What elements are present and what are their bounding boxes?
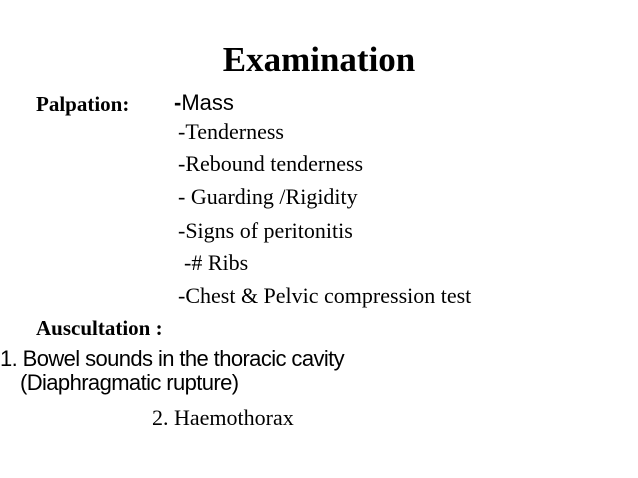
- palpation-item-ribs: -# Ribs: [184, 250, 249, 275]
- palpation-item-compression-test: -Chest & Pelvic compression test: [178, 283, 472, 308]
- palpation-item-tenderness: -Tenderness: [178, 119, 284, 144]
- palpation-item-mass: [174, 88, 234, 118]
- auscultation-item-bowel-sounds-detail: (Diaphragmatic rupture): [20, 370, 239, 395]
- auscultation-label: Auscultation :: [36, 316, 163, 340]
- auscultation-item-bowel-sounds: 1. Bowel sounds in the thoracic cavity: [0, 346, 345, 371]
- palpation-item-rebound-tenderness: -Rebound tenderness: [178, 151, 364, 176]
- auscultation-item-haemothorax: 2. Haemothorax: [152, 405, 294, 430]
- palpation-item-mass-text: Mass: [181, 90, 234, 115]
- palpation-label: Palpation:: [36, 92, 130, 116]
- palpation-item-signs-of-peritonitis: -Signs of peritonitis: [178, 218, 353, 243]
- palpation-item-guarding-rigidity: - Guarding /Rigidity: [178, 184, 358, 209]
- slide-title: Examination: [222, 40, 416, 79]
- palpation-item-mass-dash: -: [174, 90, 182, 115]
